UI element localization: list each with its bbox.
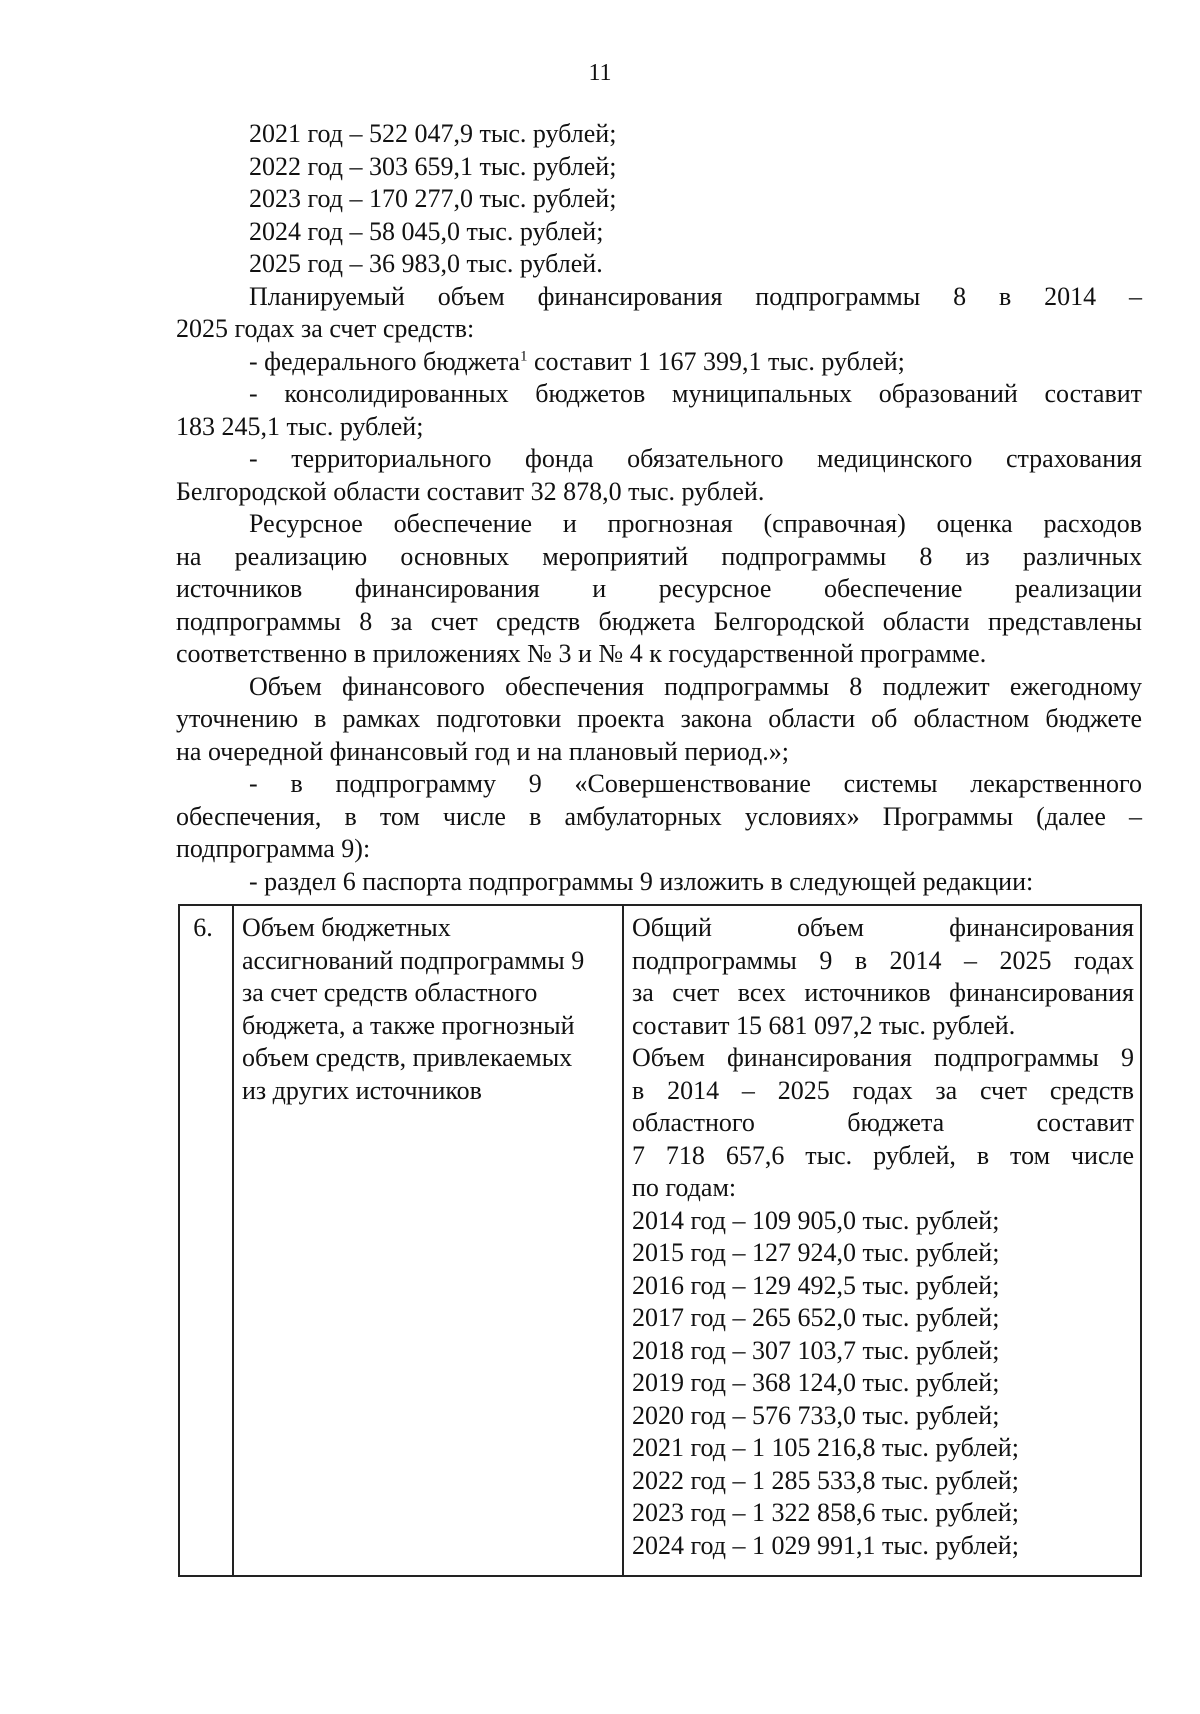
paragraph-line: 2025 годах за счет средств: xyxy=(176,314,475,343)
year-funding-line: 2018 год – 307 103,7 тыс. рублей; xyxy=(632,1335,1000,1365)
row-number-cell xyxy=(179,905,233,1576)
page-number: 11 xyxy=(588,60,612,86)
paragraph-line: на очередной финансовый год и на плановый период.»; xyxy=(176,736,789,766)
value-line: Объем финансирования подпрограммы 9 xyxy=(632,1043,1134,1072)
year-line: 2025 год – 36 983,0 тыс. рублей. xyxy=(249,249,603,278)
paragraph-line: - раздел 6 паспорта подпрограммы 9 изложить в следующей редакции: xyxy=(249,866,1034,896)
paragraph-line: Белгородской области составит 32 878,0 тыс. рублей. xyxy=(176,476,765,506)
paragraph-line: подпрограммы 8 за счет средств бюджета Белгородской области представлены xyxy=(176,606,1142,636)
paragraph-line: обеспечения, в том числе в амбулаторных условиях» Программы (далее – xyxy=(176,801,1142,831)
paragraph-line: Ресурсное обеспечение и прогнозная (справочная) оценка расходов xyxy=(249,509,1142,538)
year-funding-line: 2021 год – 1 105 216,8 тыс. рублей; xyxy=(632,1433,1019,1462)
paragraph-line: уточнению в рамках подготовки проекта закона области об областном бюджете xyxy=(176,704,1142,733)
passport-table xyxy=(178,904,1142,1577)
year-funding-line: 2019 год – 368 124,0 тыс. рублей; xyxy=(632,1368,1000,1397)
year-funding-line: 2014 год – 109 905,0 тыс. рублей; xyxy=(632,1205,1000,1235)
document-body xyxy=(176,118,1142,898)
paragraph-line: источников финансирования и ресурсное обеспечение реализации xyxy=(176,574,1142,603)
paragraph-line: - в подпрограмму 9 «Совершенствование системы лекарственного xyxy=(249,769,1142,798)
value-line: составит 15 681 097,2 тыс. рублей. xyxy=(632,1010,1016,1040)
year-funding-line: 2023 год – 1 322 858,6 тыс. рублей; xyxy=(632,1498,1019,1527)
label-line: Объем бюджетных xyxy=(242,913,451,942)
value-line: по годам: xyxy=(632,1173,737,1202)
year-line: 2023 год – 170 277,0 тыс. рублей; xyxy=(249,184,617,213)
value-line: в 2014 – 2025 годах за счет средств xyxy=(632,1075,1134,1105)
label-line: ассигнований подпрограммы 9 xyxy=(242,945,585,975)
value-line: за счет всех источников финансирования xyxy=(632,978,1134,1007)
value-line: подпрограммы 9 в 2014 – 2025 годах xyxy=(632,945,1134,975)
label-line: за счет средств областного xyxy=(242,978,538,1007)
label-line: бюджета, а также прогнозный xyxy=(242,1010,575,1040)
paragraph-line: Планируемый объем финансирования подпрограммы 8 в 2014 – xyxy=(249,281,1142,311)
value-line: Общий объем финансирования xyxy=(632,913,1134,942)
paragraph-line: соответственно в приложениях № 3 и № 4 к государственной программе. xyxy=(176,639,987,668)
table-row xyxy=(179,905,1141,1576)
value-line: областного бюджета составит xyxy=(632,1108,1134,1137)
year-funding-line: 2024 год – 1 029 991,1 тыс. рублей; xyxy=(632,1530,1019,1560)
year-funding-line: 2016 год – 129 492,5 тыс. рублей; xyxy=(632,1270,1000,1300)
paragraph-line: Объем финансового обеспечения подпрограммы 8 подлежит ежегодному xyxy=(249,671,1142,701)
paragraph-line: 183 245,1 тыс. рублей; xyxy=(176,411,424,441)
value-cell xyxy=(623,905,1141,1576)
paragraph-line: подпрограмма 9): xyxy=(176,834,371,863)
row-number: 6. xyxy=(193,913,213,942)
year-funding-line: 2022 год – 1 285 533,8 тыс. рублей; xyxy=(632,1465,1019,1495)
paragraph-line: - консолидированных бюджетов муниципальных образований составит xyxy=(249,379,1142,408)
federal-budget-amount: составит 1 167 399,1 тыс. рублей; xyxy=(527,346,905,376)
federal-budget-text: - федерального бюджета xyxy=(249,346,520,376)
label-cell xyxy=(233,905,623,1576)
label-line: объем средств, привлекаемых xyxy=(242,1043,573,1072)
year-funding-line: 2020 год – 576 733,0 тыс. рублей; xyxy=(632,1400,1000,1430)
value-line: 7 718 657,6 тыс. рублей, в том числе xyxy=(632,1140,1134,1170)
year-line: 2022 год – 303 659,1 тыс. рублей; xyxy=(249,151,617,181)
federal-budget-line xyxy=(176,346,1142,379)
year-line: 2024 год – 58 045,0 тыс. рублей; xyxy=(249,216,604,246)
year-line: 2021 год – 522 047,9 тыс. рублей; xyxy=(249,119,617,148)
paragraph-line: - территориального фонда обязательного медицинского страхования xyxy=(249,444,1142,473)
year-funding-line: 2015 год – 127 924,0 тыс. рублей; xyxy=(632,1238,1000,1267)
year-funding-line: 2017 год – 265 652,0 тыс. рублей; xyxy=(632,1303,1000,1332)
footnote-mark: 1 xyxy=(519,347,528,364)
paragraph-line: на реализацию основных мероприятий подпрограммы 8 из различных xyxy=(176,541,1142,571)
label-line: из других источников xyxy=(242,1075,482,1105)
